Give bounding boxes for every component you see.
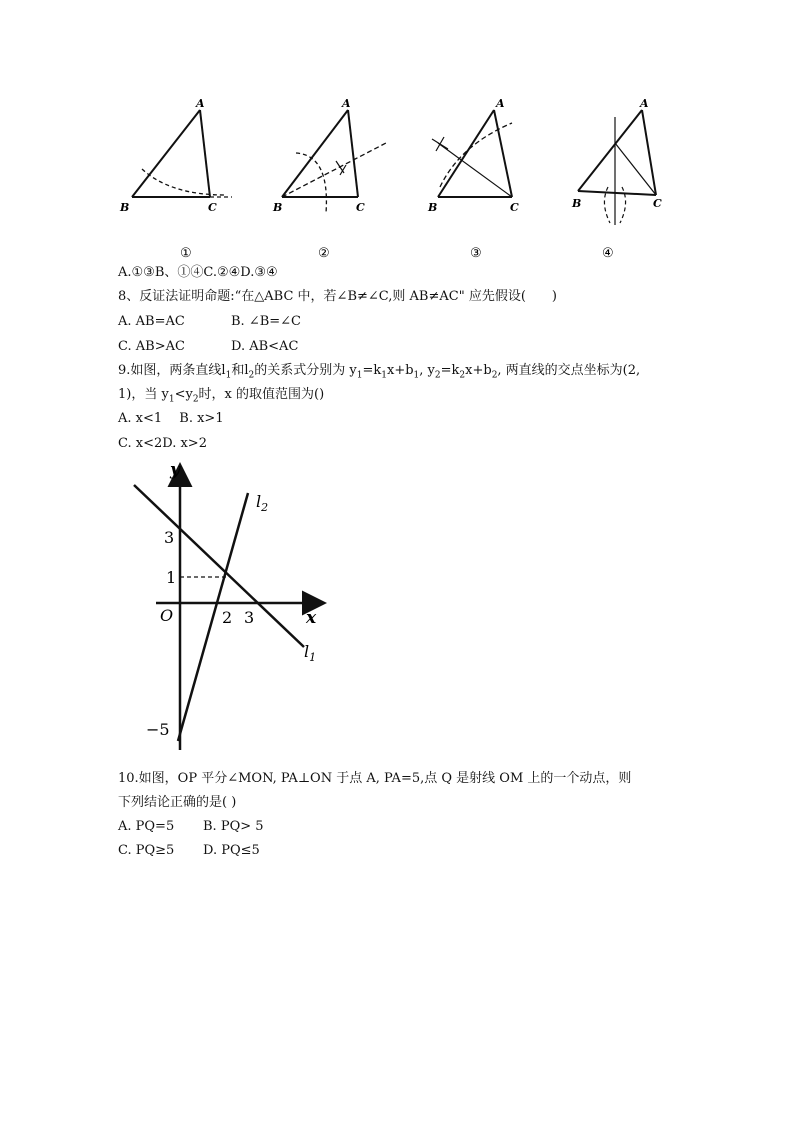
fig1-number: ① — [180, 246, 192, 261]
fig3-label-b: B — [428, 201, 438, 214]
x-axis-label: x — [306, 608, 317, 628]
q9-y2-sub: 2 — [434, 370, 441, 381]
q9-stem-part2: 的关系式分别为 — [254, 363, 350, 378]
figure-4 — [578, 110, 656, 225]
fig4-label-b: B — [572, 197, 582, 210]
q9-b1-sub: 1 — [413, 370, 420, 381]
tick-y-3: 3 — [164, 528, 175, 547]
q9-k1-sub: 1 — [381, 370, 387, 381]
q9-l1: l — [221, 363, 226, 378]
fig3-label-c: C — [510, 201, 519, 214]
q10-option-b: B. PQ> 5 — [203, 819, 264, 834]
q8-option-b: B. ∠B=∠C — [231, 314, 301, 329]
q10-stem-line2: 下列结论正确的是( ) — [118, 795, 237, 810]
q8-option-c: C. AB>AC — [118, 339, 185, 354]
l2-label-main: l — [256, 492, 262, 511]
fig1-label-a: A — [196, 97, 205, 110]
q8-option-d: D. AB<AC — [231, 339, 299, 354]
fig3-label-a: A — [496, 97, 505, 110]
l1-label-sub: 1 — [309, 651, 317, 664]
figure-3 — [432, 110, 512, 197]
q9-line2-b: <y — [174, 387, 193, 402]
q9-l2-sub: 2 — [248, 370, 255, 381]
fig2-label-a: A — [342, 97, 351, 110]
figure-2 — [282, 110, 386, 213]
fig4-number: ④ — [602, 246, 614, 261]
q9-eq1b: x+b — [386, 363, 414, 378]
q9-stem-part1: 9.如图，两条直线 — [118, 363, 222, 378]
fig4-label-a: A — [640, 97, 649, 110]
q9-line2-sub2: 2 — [192, 394, 199, 405]
q9-eq2: =k — [440, 363, 460, 378]
q9-y1-sub: 1 — [356, 370, 363, 381]
q9-line2-a: 1)，当 y — [118, 387, 169, 402]
q9-eq1: =k — [362, 363, 382, 378]
q8-stem: 8、反证法证明命题:“在△ABC 中，若∠B≠∠C,则 AB≠AC" 应先假设( ) — [118, 289, 557, 304]
q9-options-ab: A. x<1 B. x>1 — [118, 411, 224, 426]
line-graph — [128, 455, 338, 755]
q9-and: 和 — [231, 363, 245, 378]
q9-stem-line1 — [118, 362, 640, 385]
q9-stem-part3: , 两直线的交点坐标为(2, — [497, 363, 641, 378]
q9-l1-sub: 1 — [225, 370, 232, 381]
q9-sep: , — [419, 363, 428, 378]
q10-option-d: D. PQ≤5 — [203, 843, 260, 858]
l2-label — [256, 492, 268, 514]
fig3-number: ③ — [470, 246, 482, 261]
q9-k2-sub: 2 — [459, 370, 466, 381]
l1-label-main: l — [304, 642, 310, 661]
q10-option-c: C. PQ≥5 — [118, 843, 175, 858]
y-axis-label: y — [170, 460, 180, 480]
l1-label — [304, 642, 316, 664]
q9-y1: y — [349, 363, 357, 378]
q8-option-a: A. AB=AC — [118, 314, 185, 329]
q9-eq2b: x+b — [465, 363, 492, 378]
q10-option-a: A. PQ=5 — [118, 819, 175, 834]
fig1-label-b: B — [120, 201, 130, 214]
tick-x-2: 2 — [222, 608, 233, 627]
q9-line2-c: 时，x 的取值范围为() — [198, 387, 325, 402]
tick-y-1: 1 — [166, 568, 177, 587]
q9-options-cd: C. x<2D. x>2 — [118, 436, 207, 451]
q9-y2: y — [427, 363, 435, 378]
origin-label: O — [160, 606, 174, 625]
construction-figures — [110, 95, 680, 265]
line-l2 — [178, 493, 248, 741]
q9-b2-sub: 2 — [491, 370, 498, 381]
q9-stem-line2 — [118, 386, 324, 409]
figure-1 — [132, 110, 232, 197]
q9-l2: l — [244, 363, 249, 378]
fig2-number: ② — [318, 246, 330, 261]
fig4-label-c: C — [653, 197, 662, 210]
fig2-label-c: C — [356, 201, 365, 214]
tick-y-minus5: −5 — [146, 720, 170, 739]
q10-stem-line1: 10.如图，OP 平分∠MON, PA⊥ON 于点 A, PA=5,点 Q 是射线 OM 上的一个动点，则 — [118, 771, 632, 786]
l2-label-sub: 2 — [261, 501, 269, 514]
tick-x-3: 3 — [244, 608, 255, 627]
q9-line2-sub1: 1 — [168, 394, 175, 405]
fig1-label-c: C — [208, 201, 217, 214]
fig2-label-b: B — [273, 201, 283, 214]
q7-options: A.①③B、①④C.②④D.③④ — [118, 265, 278, 280]
